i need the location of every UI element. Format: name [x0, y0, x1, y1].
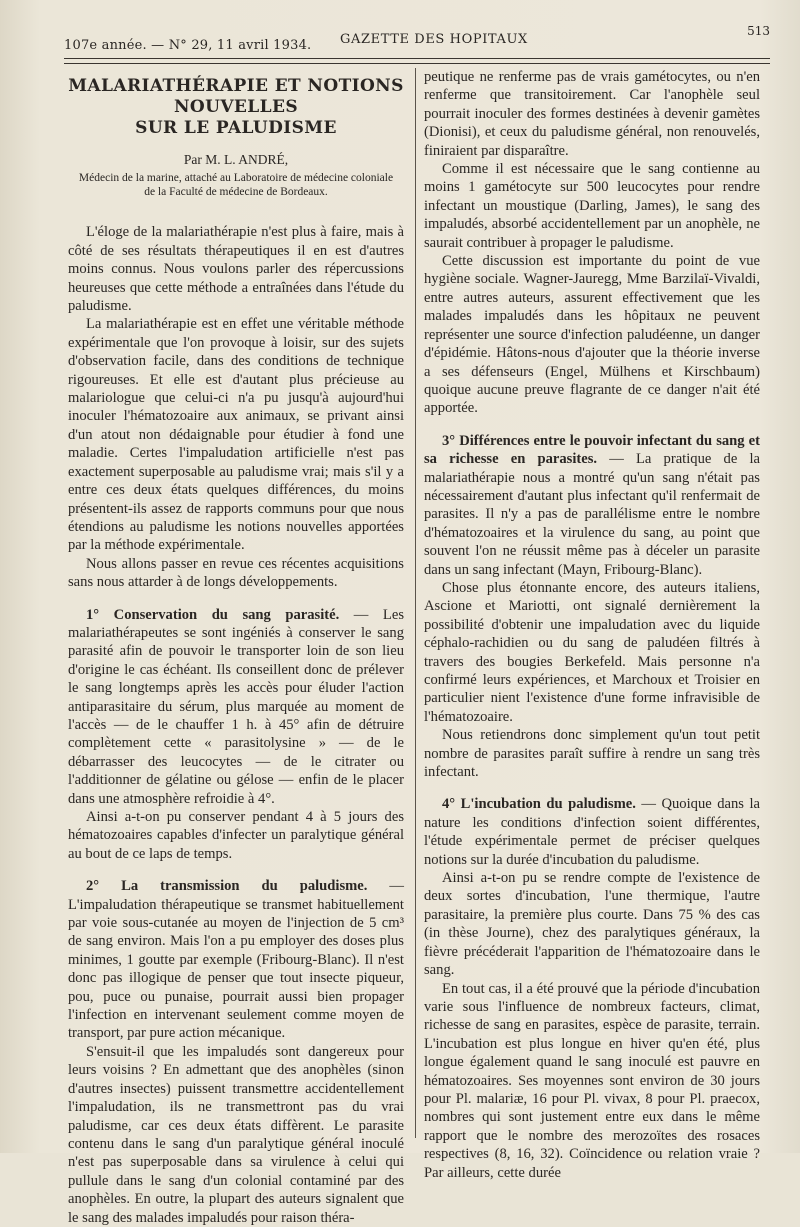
section-4-paragraph	[424, 795, 760, 869]
right-paragraph-3: Cette discussion est importante du point de vue hygiène sociale. Wagner-Jauregg, Mme Barzilaï-Vivaldi, entre autres auteurs, assurent effectivement que les malades impaludés dans les hôpitaux ne peuvent représenter une source d'infection paludéenne, un danger d'épidémie. Hâtons-nous d'ajouter que la théorie inverse a ses défenseurs (Engel, Mülhens et Kirschbaum) quoique aucune preuve flagrante de ce danger n'ait été apportée.	[424, 253, 760, 417]
journal-title: GAZETTE DES HOPITAUX	[340, 32, 528, 47]
continued-paragraph: peutique ne renferme pas de vrais gamétocytes, ou n'en renferme que transitoirement. Car l'anophèle seul pourrait inoculer des formes destinées à devenir gamètes (Dionisi), et ceux du paludisme général, non renouvelés, finiraient par disparaître.	[424, 69, 760, 159]
column-divider	[415, 68, 416, 1138]
section-4-paragraph-3: En tout cas, il a été prouvé que la période d'incubation varie sous l'influence de nombreux facteurs, climat, richesse de sang en parasites, espèce de parasite, terrain. L'incubation est plus longue en hiver qu'en été, plus longue également quand le sang inoculé est pauvre en hématozoaires. Ses moyennes sont environ de 30 jours pour Pl. malariæ, 16 pour Pl. vivax, 8 pour Pl. praecox, nombres qui sont justement entre eux dans le même rapport que le nombre des merozoïtes des rosaces respectives (8, 16, 32). Coïncidence ou relation vraie ? Par ailleurs, cette durée	[424, 980, 760, 1181]
author-affiliation	[68, 171, 404, 199]
section-4-paragraph-2: Ainsi a-t-on pu se rendre compte de l'existence de deux sortes d'incubation, l'une thermique, l'autre parasitaire, la première plus courte. Dans 75 % des cas (in thèse Journe), chez des paralytiques généraux, la fièvre précéderait l'apparition de l'hématozoaire dans le sang.	[424, 870, 760, 979]
section-1-paragraph	[68, 606, 404, 808]
right-column	[424, 68, 760, 1182]
section-4-text: — Quoique dans la nature les conditions d'infection soient différentes, l'étude expérimentale permet de préciser quelques notions sur la durée d'incubation du paludisme.	[424, 796, 760, 868]
section-3-paragraph-3: Nous retiendrons donc simplement qu'un tout petit nombre de parasites paraît suffire à rendre un sang très infectant.	[424, 727, 760, 781]
right-paragraph-2: Comme il est nécessaire que le sang contienne au moins 1 gamétocyte sur 500 leucocytes pour rendre infectant un moustique (Darling, James), le sang des impaludés, absorbé accidentellement par un anophèle, ne saurait contribuer à propager le paludisme.	[424, 161, 760, 251]
intro-paragraph-1: L'éloge de la malariathérapie n'est plus à faire, mais à côté de ses résultats thérapeutiques il en est d'autres moins connus. Nous voulons parler des répercussions heureuses que cette méthode a entraînées dans l'étude du paludisme.	[68, 224, 404, 315]
intro-paragraph-3: Nous allons passer en revue ces récentes acquisitions sans nous attarder à de longs développements.	[68, 555, 404, 591]
section-1-title: 1° Conservation du sang parasité.	[86, 606, 340, 623]
section-2-title: 2° La transmission du paludisme.	[86, 878, 368, 895]
section-1-text: — Les malariathérapeutes se sont ingéniés à conserver le sang parasité afin de pouvoir le transporter loin de son lieu d'origine le cas échéant. Ils conseillent donc de prélever le sang longtemps après les accès pour éluder l'action antiparasitaire du sérum, plus marquée au moment de l'accès — de le chauffer 1 h. à 45° afin de détruire complètement cette « parasitolysine » — de le débarrasser des leucocytes — de le citrater ou l'additionner de gélatine ou gélose — enfin de le placer dans une atmosphère refroidie à 4°.	[68, 606, 404, 807]
affiliation-line-2: de la Faculté de médecine de Bordeaux.	[144, 186, 328, 199]
section-3-text: — La pratique de la malariathérapie nous a montré qu'un sang n'était pas nécessairement d'autant plus infectant qu'il renfermait de parasites. Il n'y a pas de parallélisme entre le nombre d'hématozoaires et la virulence du sang, au point que souvent l'on ne réussit même pas à déceler un parasite dans un sang infectant (Mayn, Fribourg-Blanc).	[424, 451, 760, 578]
left-column	[68, 68, 404, 1227]
section-2-text: — L'impaludation thérapeutique se transmet habituellement par voie sous-cutanée au moyen de l'injection de 5 cm³ de sang environ. Mais l'on a pu employer des doses plus minimes, 1 goutte par exemple (Fribourg-Blanc). Il n'est donc pas illogique de penser que tout insecte piqueur, pou, puce ou punaise, pourrait aussi bien propager l'infection en intervenant seulement comme moyen de transport, par pure action mécanique.	[68, 878, 404, 1042]
section-4-title: 4° L'incubation du paludisme.	[442, 796, 636, 813]
section-2-paragraph	[68, 877, 404, 1043]
intro-paragraph-2: La malariathérapie est en effet une véritable méthode expérimentale que l'on provoque à loisir, sur des sujets d'observation facile, dans des conditions de technique rigoureuses. Et elle est d'autant plus précieuse au malariologue que celui-ci n'a pu jusqu'à aujourd'hui inoculer l'hématozoaire aux animaux, se privant ainsi d'un atout non dédaignable pour étudier à fond une maladie. Certes l'impaludation artificielle n'est pas exactement superposable au paludisme vrai; mais s'il y a entre ces deux états quelques différences, du moins présentent-ils assez de rapports communs pour que nous étendions au paludisme les notions nouvelles apportées par la méthode expérimentale.	[68, 316, 404, 554]
section-3-title: 3° Différences entre le pouvoir infectant du sang et sa richesse en parasites.	[424, 432, 760, 468]
page-number: 513	[747, 24, 770, 38]
title-line-2: SUR LE PALUDISME	[135, 118, 337, 138]
section-1-paragraph-2: Ainsi a-t-on pu conserver pendant 4 à 5 jours des hématozoaires capables d'infecter un paralytique général au bout de ce laps de temps.	[68, 809, 404, 862]
affiliation-line-1: Médecin de la marine, attaché au Laboratoire de médecine coloniale	[78, 172, 394, 185]
header-rule-thick	[64, 58, 770, 59]
title-line-1: MALARIATHÉRAPIE ET NOTIONS NOUVELLES	[68, 76, 404, 117]
section-2-paragraph-2: S'ensuit-il que les impaludés sont dangereux pour leurs voisins ? En admettant que des anophèles (sinon d'autres insectes) puissent transmettre accidentellement l'impaludation, ils ne transmettront pas du vrai paludisme, car ces deux états diffèrent. Le parasite contenu dans le sang d'un paralytique général inoculé n'est pas superposable dans sa virulence à celui qui pullule dans le sang d'un colonial contaminé par des anophèles. En outre, la plupart des auteurs signalent que le sang des malades impaludés pour raison théra-	[68, 1043, 404, 1226]
author-byline: Par M. L. ANDRÉ,	[183, 152, 289, 167]
article-title	[68, 76, 404, 139]
section-3-paragraph-2: Chose plus étonnante encore, des auteurs italiens, Ascione et Mariotti, ont signalé dernièrement la possibilité d'obtenir une impaludation avec du liquide céphalo-rachidien ou du sang de paludéen filtrés à travers des bougies Berkefeld. Mais personne n'a confirmé leurs expériences, et Marchoux et Troisier en particulier nient l'existence d'une forme infravisible de l'hématozoaire.	[424, 579, 760, 725]
page-header	[64, 24, 770, 54]
section-3-paragraph	[424, 432, 760, 579]
header-rule-thin	[64, 63, 770, 64]
issue-info: 107e année. — N° 29, 11 avril 1934.	[64, 38, 312, 53]
